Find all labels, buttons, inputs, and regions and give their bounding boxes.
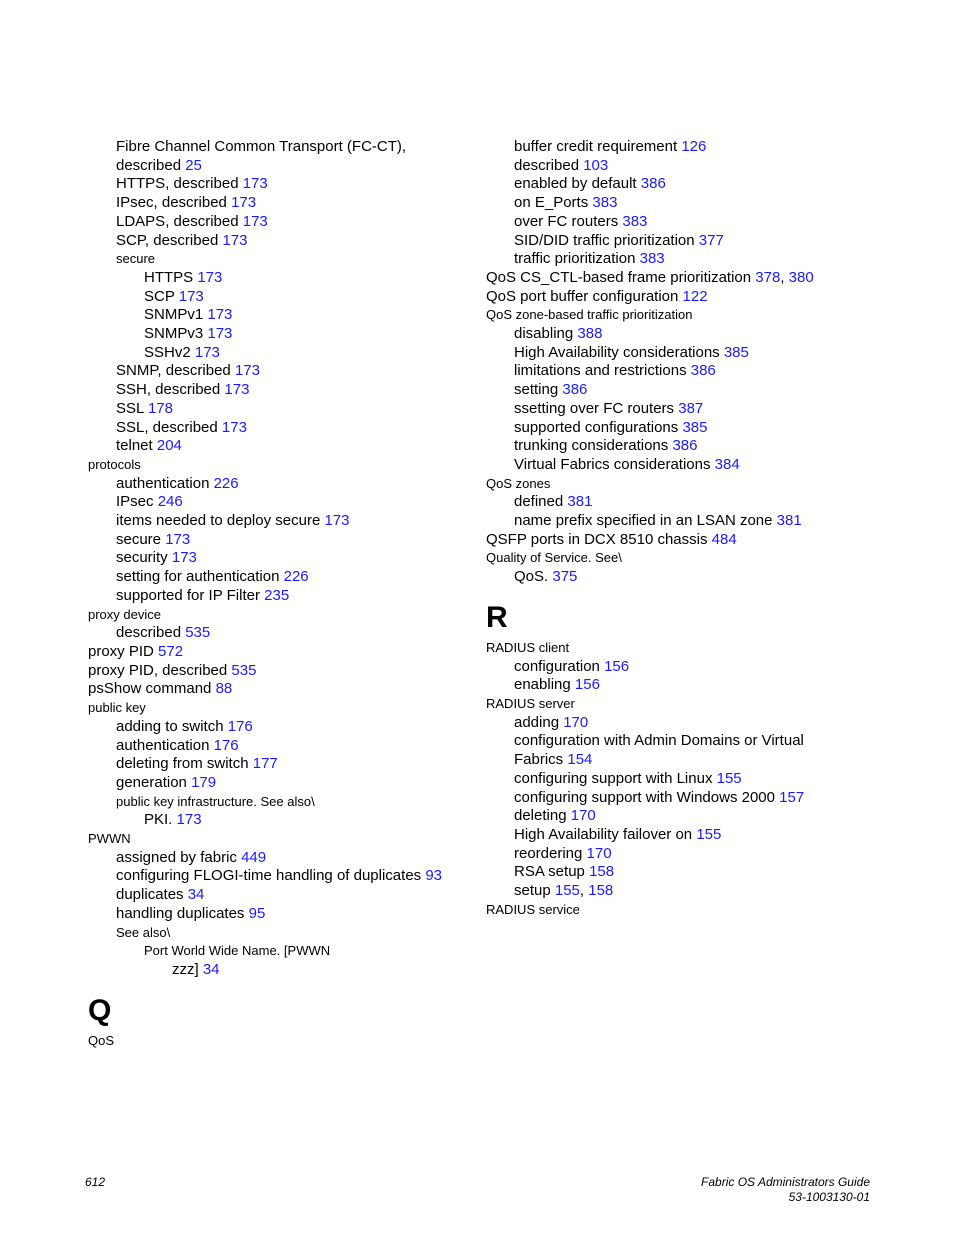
index-sub-entry [486, 789, 886, 808]
page-link[interactable]: 386 [690, 362, 716, 380]
entry-text: ssetting over FC routers [514, 399, 675, 417]
page-link[interactable]: 226 [213, 474, 239, 492]
page-link[interactable]: 173 [178, 287, 204, 305]
entry-text: traffic prioritization [514, 250, 636, 268]
page-link[interactable]: 380 [788, 268, 814, 286]
index-sub-entry [88, 400, 478, 419]
index-sub-entry [486, 826, 886, 845]
page-link[interactable]: 449 [241, 848, 267, 866]
index-sub-entry [88, 755, 478, 774]
page-link[interactable]: 173 [194, 343, 220, 361]
index-sub-entry [88, 475, 478, 494]
index-sub-entry [88, 157, 478, 176]
index-sub-entry [88, 512, 478, 531]
entry-text: disabling [514, 325, 574, 343]
page-link[interactable]: 572 [158, 642, 184, 660]
entry-text: High Availability failover on [514, 825, 693, 843]
page-link[interactable]: 384 [714, 455, 740, 473]
index-sub-entry [88, 381, 478, 400]
page-link[interactable]: 204 [156, 437, 182, 455]
page-link[interactable]: 484 [711, 530, 737, 548]
index-sub-entry [88, 306, 478, 325]
page-link[interactable]: 378 [755, 268, 781, 286]
page-link[interactable]: 246 [157, 493, 183, 511]
entry-text: generation [116, 773, 187, 791]
entry-text: Virtual Fabrics considerations [514, 455, 711, 473]
entry-text: QoS zones [486, 475, 551, 491]
page-link[interactable]: 383 [622, 212, 648, 230]
index-sub-entry [486, 325, 886, 344]
entry-text: SCP, described [116, 231, 219, 249]
index-sub-entry [88, 493, 478, 512]
index-main-entry [486, 549, 886, 568]
page-link[interactable]: 386 [640, 175, 666, 193]
page-link[interactable]: 377 [698, 231, 724, 249]
entry-text: psShow command [88, 680, 212, 698]
index-main-entry [88, 680, 478, 699]
index-sub-entry [486, 676, 886, 695]
footer-doc-number: 53-1003130-01 [788, 1190, 870, 1204]
index-main-entry [486, 288, 886, 307]
entry-text: QoS. [514, 568, 549, 586]
page-link[interactable]: 173 [207, 306, 233, 324]
entry-text: on E_Ports [514, 194, 589, 212]
index-sub-entry [88, 250, 478, 269]
entry-text: Port World Wide Name. [PWWN [144, 943, 331, 959]
index-sub-entry [486, 751, 886, 770]
page-link[interactable]: 387 [678, 399, 704, 417]
page-link[interactable]: 178 [147, 399, 173, 417]
entry-text: SSL [116, 399, 144, 417]
page-link[interactable]: 34 [202, 960, 220, 978]
index-sub-entry [88, 531, 478, 550]
index-sub-entry [88, 549, 478, 568]
page-link[interactable]: 103 [583, 156, 609, 174]
index-sub-entry [88, 213, 478, 232]
entry-text: described [116, 156, 182, 174]
entry-text: Fibre Channel Common Transport (FC-CT), [116, 138, 407, 155]
index-sub-entry [88, 232, 478, 251]
entry-text: limitations and restrictions [514, 362, 687, 380]
entry-text: over FC routers [514, 212, 619, 230]
page-link[interactable]: 385 [682, 418, 708, 436]
entry-text: SID/DID traffic prioritization [514, 231, 695, 249]
entry-text: proxy PID, described [88, 661, 228, 679]
section-letter-r: R [486, 600, 508, 634]
section-letter-q: Q [88, 993, 112, 1027]
page-link[interactable]: 176 [213, 736, 239, 754]
page-link[interactable]: 176 [227, 717, 253, 735]
entry-text: QoS port buffer configuration [486, 287, 679, 305]
entry-text: Fabrics [514, 751, 564, 769]
entry-text: SSHv2 [144, 343, 191, 361]
index-main-entry: QoS CS_CTL-based frame prioritization 378, 380 [486, 268, 814, 286]
index-main-entry [486, 306, 886, 325]
index-sub-entry [88, 138, 478, 157]
page-link[interactable]: 381 [776, 512, 802, 530]
index-main-entry [88, 662, 478, 681]
index-main-entry [88, 830, 478, 849]
index-sub-entry [486, 344, 886, 363]
page-link[interactable]: 173 [222, 231, 248, 249]
entry-text: SCP [144, 287, 175, 305]
index-sub-entry [88, 269, 478, 288]
index-sub-entry [88, 344, 478, 363]
index-sub-entry [88, 362, 478, 381]
page-link[interactable]: 122 [682, 287, 708, 305]
entry-text: IPsec, described [116, 194, 227, 212]
page-link[interactable]: 155 [696, 825, 722, 843]
page-link[interactable]: 173 [224, 381, 250, 399]
index-sub-entry [486, 770, 886, 789]
index-sub-entry [88, 774, 478, 793]
entry-text: adding [514, 713, 560, 731]
entry-text: assigned by fabric [116, 848, 237, 866]
page-link[interactable]: 383 [592, 194, 618, 212]
index-sub-entry [88, 793, 478, 812]
page-link[interactable]: 173 [176, 811, 202, 829]
entry-text: supported for IP Filter [116, 586, 260, 604]
page-link[interactable]: 386 [672, 437, 698, 455]
entry-text: supported configurations [514, 418, 679, 436]
entry-text: secure [116, 530, 162, 548]
index-sub-entry [486, 863, 886, 882]
index-sub-entry [486, 400, 886, 419]
index-sub-entry [486, 732, 886, 751]
index-sub-entry [88, 419, 478, 438]
page-link[interactable]: 173 [171, 549, 197, 567]
index-sub-entry [88, 587, 478, 606]
entry-text: RSA setup [514, 863, 585, 881]
page-link[interactable]: 386 [562, 381, 588, 399]
page-link[interactable]: 93 [425, 867, 443, 885]
page-link[interactable]: 170 [563, 713, 589, 731]
entry-text: configuring support with Windows 2000 [514, 788, 775, 806]
entry-text: LDAPS, described [116, 212, 239, 230]
index-sub-entry [88, 175, 478, 194]
index-sub-entry [486, 807, 886, 826]
entry-text: setting for authentication [116, 568, 280, 586]
page-link[interactable]: 170 [570, 807, 596, 825]
page-link[interactable]: 173 [234, 362, 260, 380]
index-sub-entry [88, 811, 478, 830]
index-column-left [88, 138, 478, 1050]
entry-text: authentication [116, 474, 210, 492]
index-sub-entry [88, 568, 478, 587]
entry-text: enabling [514, 676, 571, 694]
index-sub-entry [486, 138, 886, 157]
index-sub-entry [486, 419, 886, 438]
entry-text: See also\ [116, 924, 171, 940]
index-sub-entry [486, 362, 886, 381]
index-sub-entry [486, 232, 886, 251]
page-link[interactable]: 154 [567, 751, 593, 769]
entry-text: enabled by default [514, 175, 637, 193]
entry-text: security [116, 549, 168, 567]
page-link[interactable]: 179 [191, 773, 217, 791]
entry-text: SNMPv3 [144, 325, 204, 343]
index-column-right [486, 138, 886, 919]
index-sub-entry [486, 456, 886, 475]
entry-text: SSL, described [116, 418, 218, 436]
entry-text: zzz] [172, 960, 199, 978]
page-link[interactable]: 156 [574, 676, 600, 694]
entry-text: described [514, 156, 580, 174]
page-link[interactable]: 173 [207, 325, 233, 343]
entry-text: protocols [88, 456, 141, 472]
entry-text: adding to switch [116, 717, 224, 735]
entry-text: configuration with Admin Domains or Virtual [514, 732, 804, 750]
entry-text: buffer credit requirement [514, 138, 678, 155]
index-sub-entry [88, 737, 478, 756]
index-sub-entry: setup 155, 158 [514, 882, 614, 900]
index-sub-entry [486, 493, 886, 512]
index-main-entry [88, 699, 478, 718]
entry-text: SNMPv1 [144, 306, 204, 324]
entry-text: public key infrastructure. See also\ [116, 793, 315, 809]
entry-text: QSFP ports in DCX 8510 chassis [486, 530, 708, 548]
page-link[interactable]: 155 [716, 769, 742, 787]
page-link[interactable]: 177 [252, 755, 278, 773]
page-link[interactable]: 385 [723, 343, 749, 361]
page-link[interactable]: 25 [185, 156, 202, 174]
index-main-entry [88, 456, 478, 475]
entry-text: QoS [88, 1032, 115, 1048]
entry-text: PKI. [144, 811, 173, 829]
page-link[interactable]: 158 [589, 863, 615, 881]
index-sub-entry [486, 250, 886, 269]
entry-text: authentication [116, 736, 210, 754]
entry-text: QoS zone-based traffic prioritization [486, 307, 693, 323]
page-link[interactable]: 173 [197, 268, 223, 286]
entry-text: configuring support with Linux [514, 769, 713, 787]
entry-text: High Availability considerations [514, 343, 720, 361]
entry-text: proxy PID [88, 642, 154, 660]
index-sub-entry [486, 568, 886, 587]
entry-text: handling duplicates [116, 904, 245, 922]
page-link[interactable]: 155 [554, 882, 580, 900]
entry-text: configuration [514, 657, 600, 675]
index-sub-entry [88, 624, 478, 643]
entry-text: items needed to deploy secure [116, 512, 321, 530]
index-sub-entry [486, 157, 886, 176]
index-sub-entry [88, 942, 478, 961]
index-sub-entry [486, 437, 886, 456]
entry-text: HTTPS [144, 268, 194, 286]
entry-text: deleting from switch [116, 755, 249, 773]
entry-text: duplicates [116, 886, 184, 904]
entry-text: SSH, described [116, 381, 221, 399]
page-link[interactable]: 170 [586, 844, 612, 862]
entry-text: RADIUS server [486, 695, 575, 711]
page-link[interactable]: 34 [187, 886, 205, 904]
page-link[interactable]: 126 [681, 138, 707, 155]
entry-text: described [116, 624, 182, 642]
index-sub-entry [486, 512, 886, 531]
page-link[interactable]: 173 [242, 175, 268, 193]
page-link[interactable]: 88 [215, 680, 233, 698]
page-link[interactable]: 388 [577, 325, 603, 343]
index-main-entry [486, 475, 886, 494]
footer-page-number: 612 [85, 1175, 106, 1189]
index-sub-entry [88, 924, 478, 943]
footer-doc-title: Fabric OS Administrators Guide [701, 1175, 870, 1189]
index-main-entry [88, 606, 478, 625]
entry-text: setting [514, 381, 559, 399]
entry-text: RADIUS service [486, 901, 580, 917]
entry-text: SNMP, described [116, 362, 231, 380]
index-sub-entry [88, 288, 478, 307]
index-sub-entry [88, 867, 478, 886]
index-sub-entry [88, 886, 478, 905]
index-sub-entry [88, 718, 478, 737]
page-link[interactable]: 156 [604, 657, 630, 675]
index-main-entry [88, 1032, 478, 1051]
entry-text: secure [116, 251, 156, 267]
page-link[interactable]: 173 [231, 194, 257, 212]
page-link[interactable]: 173 [242, 212, 268, 230]
index-main-entry [486, 639, 886, 658]
entry-text: name prefix specified in an LSAN zone [514, 512, 773, 530]
index-sub-entry [88, 961, 478, 980]
entry-text: deleting [514, 807, 567, 825]
page-link[interactable]: 235 [264, 586, 290, 604]
index-sub-entry [486, 213, 886, 232]
entry-text: IPsec [116, 493, 154, 511]
page-link[interactable]: 226 [283, 568, 309, 586]
page-link[interactable]: 157 [779, 788, 805, 806]
entry-text: PWWN [88, 831, 131, 847]
index-main-entry [486, 695, 886, 714]
entry-text: Quality of Service. See\ [486, 550, 622, 566]
entry-text: setup [514, 882, 551, 900]
page-link[interactable]: 173 [324, 512, 350, 530]
entry-text: configuring FLOGI-time handling of duplicates [116, 867, 422, 885]
entry-text: RADIUS client [486, 639, 570, 655]
entry-text: proxy device [88, 606, 161, 622]
entry-text: trunking considerations [514, 437, 669, 455]
entry-text: public key [88, 700, 146, 716]
page-link[interactable]: 381 [567, 493, 593, 511]
page-link[interactable]: 95 [248, 904, 266, 922]
entry-text: QoS CS_CTL-based frame prioritization [486, 268, 752, 286]
index-sub-entry [88, 194, 478, 213]
index-main-entry [486, 901, 886, 920]
index-sub-entry [88, 849, 478, 868]
page-link[interactable]: 383 [639, 250, 665, 268]
index-main-entry [486, 531, 886, 550]
index-sub-entry [486, 658, 886, 677]
entry-text: HTTPS, described [116, 175, 239, 193]
index-sub-entry [486, 175, 886, 194]
index-sub-entry [486, 381, 886, 400]
page-link[interactable]: 173 [221, 418, 247, 436]
index-sub-entry [486, 845, 886, 864]
index-sub-entry [486, 194, 886, 213]
index-main-entry [88, 643, 478, 662]
index-sub-entry [88, 905, 478, 924]
page-link[interactable]: 158 [588, 882, 614, 900]
entry-text: telnet [116, 437, 153, 455]
entry-text: defined [514, 493, 564, 511]
index-sub-entry [486, 714, 886, 733]
index-sub-entry [88, 325, 478, 344]
footer-doc-info [701, 1175, 870, 1205]
page-link[interactable]: 535 [231, 661, 257, 679]
entry-text: reordering [514, 844, 583, 862]
index-sub-entry [88, 437, 478, 456]
page-link[interactable]: 173 [165, 530, 191, 548]
page-link[interactable]: 535 [185, 624, 211, 642]
page-link[interactable]: 375 [552, 568, 578, 586]
